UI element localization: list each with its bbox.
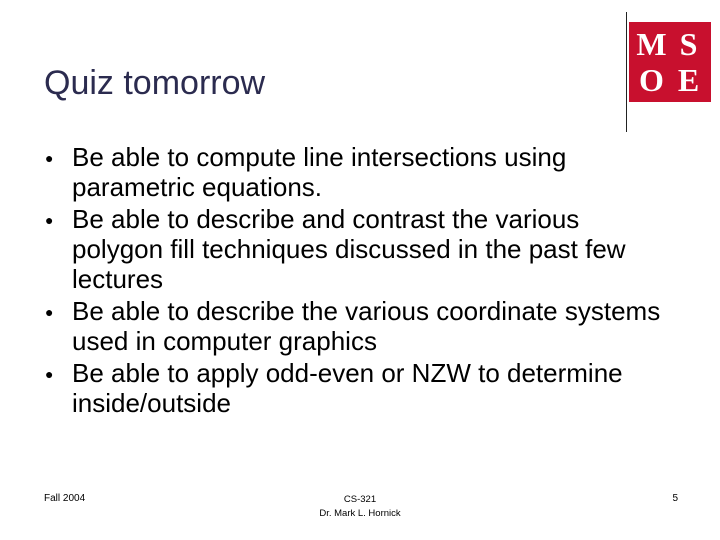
bullet-icon: ● — [45, 366, 54, 382]
msoe-logo — [629, 22, 711, 102]
logo-letters — [633, 26, 707, 98]
bullet-text: Be able to compute line intersections using parametric equations. — [72, 142, 567, 202]
bullet-item — [44, 296, 664, 356]
footer-course-code: CS-321 — [343, 494, 377, 505]
divider-line — [626, 12, 627, 132]
footer-course — [300, 493, 420, 521]
bullet-item — [44, 142, 664, 202]
bullet-text: Be able to apply odd-even or NZW to determine inside/outside — [72, 358, 623, 418]
bullet-icon: ● — [45, 212, 54, 228]
bullet-item — [44, 358, 664, 418]
logo-letter: O — [639, 62, 664, 98]
slide-title: Quiz tomorrow — [44, 64, 266, 102]
footer-date: Fall 2004 — [44, 493, 86, 504]
bullet-icon: ● — [45, 150, 54, 166]
logo-letter: E — [677, 62, 700, 98]
page-number: 5 — [672, 493, 678, 504]
bullet-text: Be able to describe and contrast the various polygon fill techniques discussed in the past few lectures — [72, 204, 626, 294]
logo-letter: S — [679, 26, 698, 62]
logo-letter: M — [636, 26, 667, 62]
bullet-list — [44, 142, 664, 420]
bullet-item — [44, 204, 664, 294]
bullet-icon: ● — [45, 304, 54, 320]
bullet-text: Be able to describe the various coordinate systems used in computer graphics — [72, 296, 661, 356]
footer-instructor: Dr. Mark L. Hornick — [319, 508, 401, 519]
